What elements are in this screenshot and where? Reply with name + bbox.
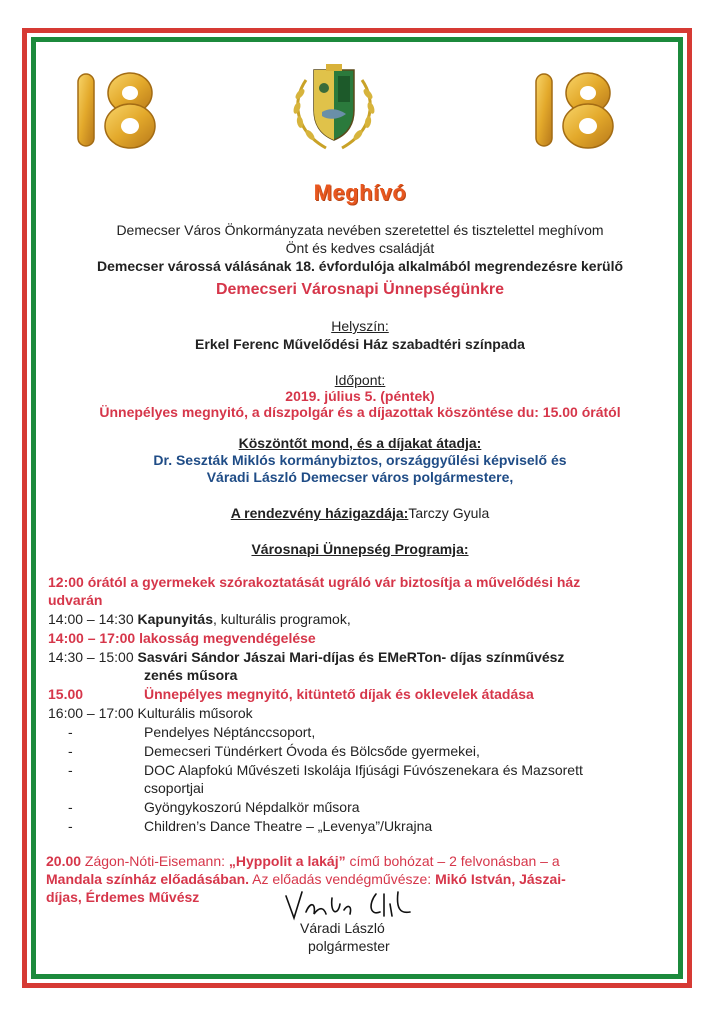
greeting-label: Köszöntőt mond, és a díjakat átadja: [238, 435, 482, 451]
evening-line-3: díjas, Érdemes Művész [46, 889, 200, 905]
list-item: Children’s Dance Theatre – „Levenya”/Ukrajna [144, 818, 433, 834]
program-title: Sasvári Sándor Jászai Mari-díjas és EMeRTon- díjas színművész [137, 649, 565, 665]
list-dash: - [68, 762, 73, 778]
coat-of-arms-icon [286, 60, 382, 154]
list-item: Demecseri Tündérkert Óvoda és Bölcsőde gyermekei, [144, 743, 480, 759]
program-time: 14:00 – 14:30 [48, 611, 134, 627]
evening-time: 20.00 [46, 853, 82, 869]
guest-artist: Mikó István, Jászai- [435, 871, 566, 887]
intro-line-3: Demecser várossá válásának 18. évfordulója alkalmából megrendezésre kerülő [96, 258, 624, 274]
location-label: Helyszín: [331, 318, 389, 334]
program-row-2 [48, 611, 351, 627]
intro-line-2: Önt és kedves családját [285, 240, 435, 256]
program-row-5-text: Ünnepélyes megnyitó, kitüntető díjak és oklevelek átadása [144, 686, 534, 702]
program-row-5-time: 15.00 [48, 686, 84, 702]
program-row-6: 16:00 – 17:00 Kulturális műsorok [48, 705, 253, 721]
program-list [48, 574, 678, 834]
balloon-18-right [532, 66, 618, 152]
greeting-line-1: Dr. Seszták Miklós kormánybiztos, országgyűlési képviselő és [153, 452, 567, 468]
list-item: Pendelyes Néptánccsoport, [144, 724, 316, 740]
event-date: 2019. július 5. (péntek) [285, 388, 435, 404]
list-dash: - [68, 724, 73, 740]
list-dash: - [68, 818, 73, 834]
host-name: Tarczy Gyula [408, 505, 490, 521]
evening-line-1 [46, 852, 646, 870]
handwritten-signature [280, 884, 420, 924]
program-row-1-cont: udvarán [48, 592, 103, 608]
program-text: , kulturális programok, [213, 611, 351, 627]
program-label: Városnapi Ünnepség Programja: [251, 541, 469, 557]
balloon-18-left [74, 66, 160, 152]
list-item-cont: csoportjai [144, 780, 204, 796]
program-row-4-cont: zenés műsora [144, 667, 238, 683]
host-line [40, 505, 680, 521]
signatory-role: polgármester [308, 938, 390, 954]
host-label: A rendezvény házigazdája: [230, 505, 409, 521]
greeting-line-2: Váradi László Demecser város polgármestere, [206, 469, 514, 485]
program-time: 14:30 – 15:00 [48, 649, 134, 665]
location-value: Erkel Ferenc Művelődési Ház szabadtéri színpada [195, 336, 525, 352]
invitation-title: Meghívó [313, 180, 407, 205]
list-item: Gyöngykoszorú Népdalkör műsora [144, 799, 360, 815]
program-row-1: 12:00 órától a gyermekek szórakoztatását ugráló vár biztosítja a művelődési ház [48, 574, 581, 590]
list-item: DOC Alapfokú Művészeti Iskolája Ifjúsági Fúvószenekara és Mazsorett [144, 762, 583, 778]
time-label: Időpont: [334, 372, 386, 388]
theatre-name: Mandala színház előadásában. [46, 871, 250, 887]
play-title: „Hyppolit a lakáj” [228, 853, 346, 869]
event-time-detail: Ünnepélyes megnyitó, a díszpolgár és a díjazottak köszöntése du: 15.00 órától [99, 404, 621, 420]
program-row-3: 14:00 – 17:00 lakosság megvendégelése [48, 630, 316, 646]
signatory-name: Váradi László [300, 920, 385, 936]
program-row-4 [48, 649, 564, 665]
list-dash: - [68, 799, 73, 815]
evening-text: című bohózat – 2 felvonásban – a [345, 853, 560, 869]
event-name: Demecseri Városnapi Ünnepségünkre [215, 281, 505, 298]
evening-text: Az előadás vendégművésze: [249, 871, 436, 887]
program-title: Kapunyitás [137, 611, 213, 627]
list-dash: - [68, 743, 73, 759]
evening-text: Zágon-Nóti-Eisemann: [81, 853, 229, 869]
intro-line-1: Demecser Város Önkormányzata nevében szeretettel és tisztelettel meghívom [116, 222, 604, 238]
